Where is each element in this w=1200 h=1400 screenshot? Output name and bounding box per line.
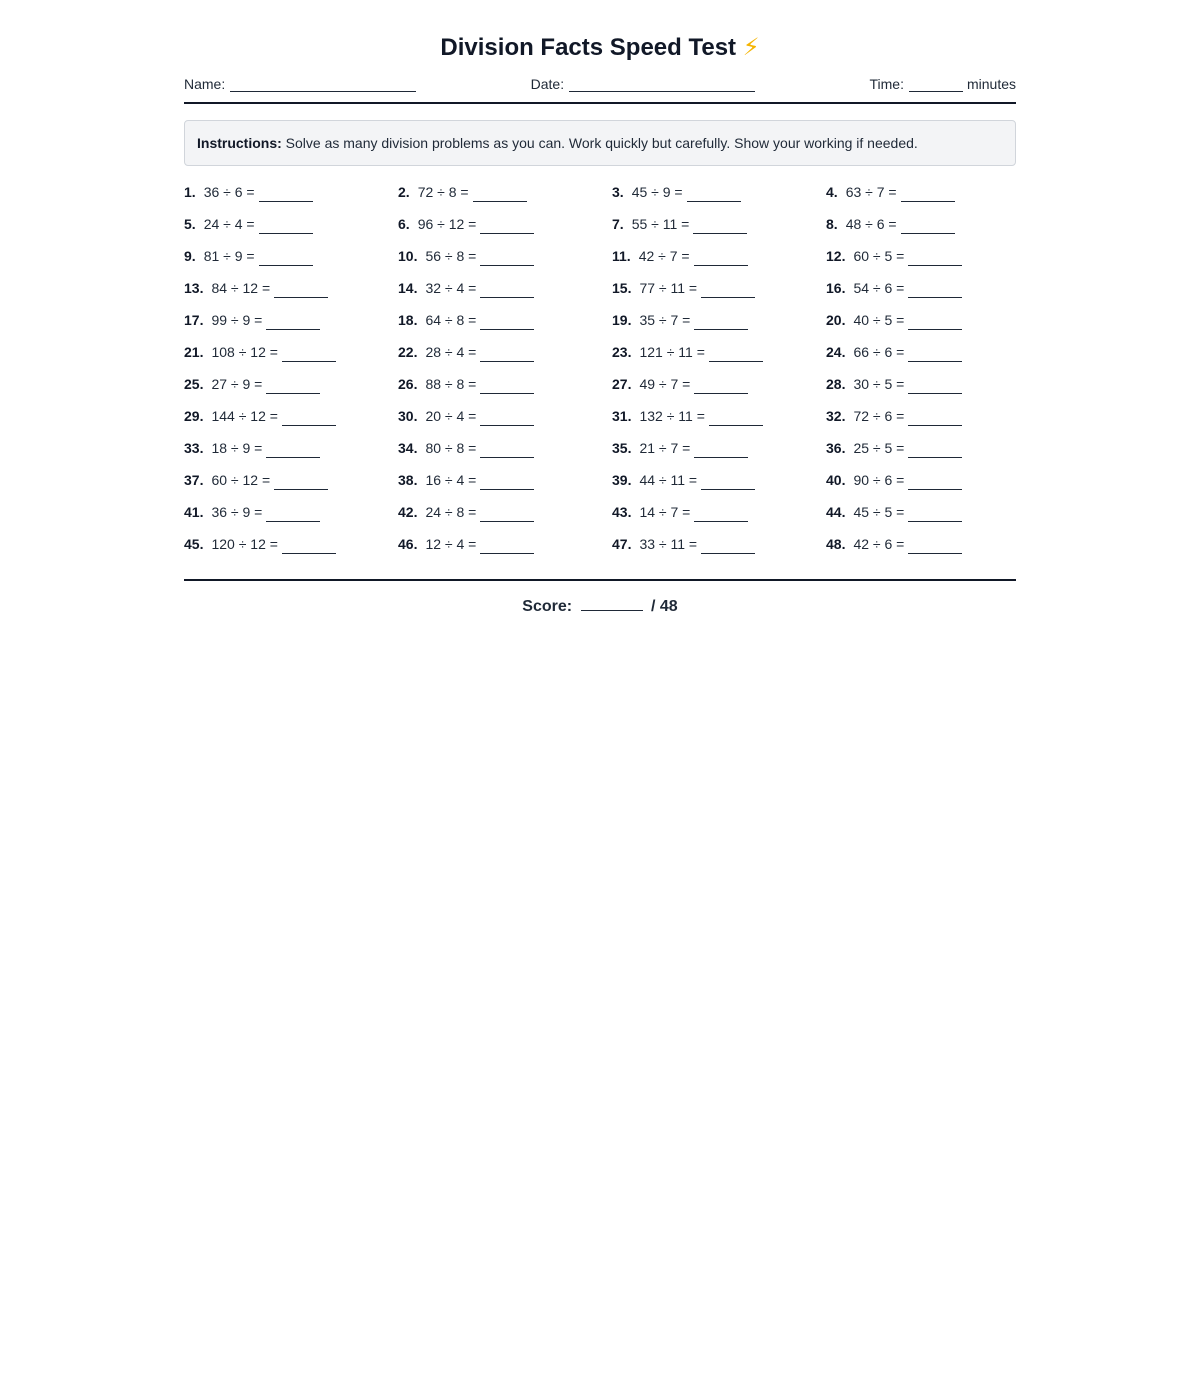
problem-number: 33.: [184, 440, 204, 456]
problem-number: 5.: [184, 216, 196, 232]
answer-blank[interactable]: [908, 251, 962, 266]
answer-blank[interactable]: [908, 443, 962, 458]
answer-blank[interactable]: [908, 379, 962, 394]
answer-blank[interactable]: [908, 347, 962, 362]
date-field: [531, 76, 755, 92]
problem-expression: 72 ÷ 8 =: [417, 184, 469, 200]
problem-expression: 21 ÷ 7 =: [639, 440, 691, 456]
problem-item: [826, 183, 1016, 202]
problem-expression: 33 ÷ 11 =: [639, 536, 698, 552]
lightning-icon: ⚡: [742, 34, 760, 61]
answer-blank[interactable]: [266, 507, 320, 522]
problem-expression: 40 ÷ 5 =: [853, 312, 905, 328]
instructions-label: Instructions:: [197, 135, 282, 151]
problem-number: 15.: [612, 280, 632, 296]
problem-number: 25.: [184, 376, 204, 392]
answer-blank[interactable]: [709, 411, 763, 426]
problem-item: [398, 439, 612, 458]
problem-number: 13.: [184, 280, 204, 296]
problem-number: 40.: [826, 472, 846, 488]
problem-item: [612, 503, 826, 522]
problem-item: [612, 343, 826, 362]
problem-item: [612, 375, 826, 394]
answer-blank[interactable]: [693, 219, 747, 234]
problem-item: [398, 343, 612, 362]
answer-blank[interactable]: [282, 539, 336, 554]
problem-expression: 90 ÷ 6 =: [853, 472, 905, 488]
problem-number: 47.: [612, 536, 632, 552]
problem-expression: 24 ÷ 8 =: [425, 504, 477, 520]
answer-blank[interactable]: [480, 443, 534, 458]
worksheet-page: [184, 0, 1016, 616]
problem-number: 38.: [398, 472, 418, 488]
problem-item: [184, 183, 398, 202]
problem-expression: 55 ÷ 11 =: [631, 216, 690, 232]
problem-item: [826, 471, 1016, 490]
answer-blank[interactable]: [266, 315, 320, 330]
problem-item: [184, 503, 398, 522]
problem-number: 46.: [398, 536, 418, 552]
problem-item: [826, 375, 1016, 394]
answer-blank[interactable]: [480, 315, 534, 330]
problem-expression: 36 ÷ 6 =: [203, 184, 255, 200]
problem-expression: 14 ÷ 7 =: [639, 504, 691, 520]
page-title: [184, 32, 1016, 64]
answer-blank[interactable]: [694, 443, 748, 458]
answer-blank[interactable]: [709, 347, 763, 362]
answer-blank[interactable]: [908, 475, 962, 490]
problem-item: [184, 247, 398, 266]
problem-number: 23.: [612, 344, 632, 360]
answer-blank[interactable]: [259, 219, 313, 234]
answer-blank[interactable]: [694, 379, 748, 394]
problem-expression: 18 ÷ 9 =: [211, 440, 263, 456]
problem-item: [398, 247, 612, 266]
problem-number: 45.: [184, 536, 204, 552]
problem-number: 16.: [826, 280, 846, 296]
score-total: / 48: [651, 598, 678, 615]
problem-item: [612, 407, 826, 426]
answer-blank[interactable]: [473, 187, 527, 202]
problem-item: [612, 439, 826, 458]
time-unit: minutes: [966, 76, 1016, 92]
problem-expression: 64 ÷ 8 =: [425, 312, 477, 328]
problem-item: [826, 439, 1016, 458]
problem-number: 8.: [826, 216, 838, 232]
problem-item: [826, 407, 1016, 426]
problem-item: [398, 183, 612, 202]
problem-expression: 81 ÷ 9 =: [203, 248, 255, 264]
problem-number: 48.: [826, 536, 846, 552]
answer-blank[interactable]: [901, 219, 955, 234]
problem-item: [826, 311, 1016, 330]
problem-item: [398, 215, 612, 234]
answer-blank[interactable]: [266, 443, 320, 458]
problem-item: [184, 439, 398, 458]
problem-expression: 16 ÷ 4 =: [425, 472, 477, 488]
problem-expression: 44 ÷ 11 =: [639, 472, 698, 488]
problem-expression: 63 ÷ 7 =: [845, 184, 897, 200]
problem-item: [184, 343, 398, 362]
name-field: [184, 76, 416, 92]
problem-number: 11.: [612, 248, 631, 264]
problem-item: [612, 279, 826, 298]
answer-blank[interactable]: [480, 539, 534, 554]
answer-blank[interactable]: [694, 251, 748, 266]
answer-blank[interactable]: [908, 539, 962, 554]
answer-blank[interactable]: [259, 251, 313, 266]
problem-expression: 84 ÷ 12 =: [211, 280, 271, 296]
problem-expression: 45 ÷ 9 =: [631, 184, 683, 200]
problem-number: 1.: [184, 184, 196, 200]
problem-expression: 28 ÷ 4 =: [425, 344, 477, 360]
student-info-row: [184, 76, 1016, 104]
problem-expression: 132 ÷ 11 =: [639, 408, 705, 424]
problem-item: [612, 247, 826, 266]
problem-expression: 36 ÷ 9 =: [211, 504, 263, 520]
problem-number: 43.: [612, 504, 632, 520]
time-field: [869, 76, 1016, 92]
problem-number: 4.: [826, 184, 838, 200]
problem-number: 39.: [612, 472, 632, 488]
answer-blank[interactable]: [274, 475, 328, 490]
problem-expression: 56 ÷ 8 =: [425, 248, 477, 264]
problem-expression: 24 ÷ 4 =: [203, 216, 255, 232]
date-label: Date:: [530, 76, 565, 92]
problem-number: 44.: [826, 504, 846, 520]
score-label: Score:: [522, 598, 573, 615]
name-label: Name:: [184, 76, 226, 92]
problem-number: 26.: [398, 376, 418, 392]
problem-number: 24.: [826, 344, 846, 360]
answer-blank[interactable]: [701, 475, 755, 490]
score-footer: [184, 579, 1016, 616]
problem-expression: 25 ÷ 5 =: [853, 440, 905, 456]
problem-number: 41.: [184, 504, 204, 520]
problem-expression: 60 ÷ 12 =: [211, 472, 271, 488]
problem-expression: 120 ÷ 12 =: [211, 536, 278, 552]
problem-expression: 32 ÷ 4 =: [425, 280, 477, 296]
problem-expression: 12 ÷ 4 =: [425, 536, 477, 552]
problem-expression: 42 ÷ 6 =: [853, 536, 905, 552]
answer-blank[interactable]: [480, 411, 534, 426]
problem-number: 6.: [398, 216, 410, 232]
problem-number: 29.: [184, 408, 204, 424]
problem-item: [826, 503, 1016, 522]
problem-number: 42.: [398, 504, 418, 520]
date-blank[interactable]: [569, 76, 755, 92]
problem-number: 35.: [612, 440, 632, 456]
problem-expression: 72 ÷ 6 =: [853, 408, 905, 424]
answer-blank[interactable]: [687, 187, 741, 202]
problem-number: 31.: [612, 408, 632, 424]
problem-expression: 20 ÷ 4 =: [425, 408, 477, 424]
answer-blank[interactable]: [480, 283, 534, 298]
problem-number: 19.: [612, 312, 632, 328]
score-blank[interactable]: [581, 596, 643, 611]
answer-blank[interactable]: [694, 507, 748, 522]
answer-blank[interactable]: [480, 219, 534, 234]
problem-expression: 54 ÷ 6 =: [853, 280, 905, 296]
problem-number: 28.: [826, 376, 846, 392]
answer-blank[interactable]: [908, 283, 962, 298]
problem-item: [612, 215, 826, 234]
problem-expression: 121 ÷ 11 =: [639, 344, 705, 360]
problem-expression: 96 ÷ 12 =: [417, 216, 477, 232]
problem-number: 22.: [398, 344, 418, 360]
problem-number: 2.: [398, 184, 410, 200]
instructions-box: [184, 120, 1016, 166]
title-text: Division Facts Speed Test: [440, 34, 737, 61]
problem-expression: 35 ÷ 7 =: [639, 312, 691, 328]
problem-expression: 66 ÷ 6 =: [853, 344, 905, 360]
name-blank[interactable]: [230, 76, 416, 92]
problem-number: 12.: [826, 248, 846, 264]
answer-blank[interactable]: [480, 379, 534, 394]
answer-blank[interactable]: [480, 347, 534, 362]
problem-expression: 77 ÷ 11 =: [639, 280, 698, 296]
problem-expression: 144 ÷ 12 =: [211, 408, 278, 424]
problem-item: [398, 535, 612, 554]
answer-blank[interactable]: [908, 411, 962, 426]
problem-item: [826, 535, 1016, 554]
problem-item: [612, 183, 826, 202]
answer-blank[interactable]: [282, 411, 336, 426]
problem-number: 30.: [398, 408, 418, 424]
problem-item: [612, 471, 826, 490]
problem-expression: 27 ÷ 9 =: [211, 376, 263, 392]
answer-blank[interactable]: [701, 539, 755, 554]
problem-item: [184, 279, 398, 298]
problem-expression: 48 ÷ 6 =: [845, 216, 897, 232]
problem-item: [184, 311, 398, 330]
time-blank[interactable]: [909, 76, 963, 92]
problem-number: 7.: [612, 216, 624, 232]
problem-number: 3.: [612, 184, 624, 200]
answer-blank[interactable]: [694, 315, 748, 330]
problem-number: 10.: [398, 248, 418, 264]
problem-expression: 49 ÷ 7 =: [639, 376, 691, 392]
problem-item: [826, 247, 1016, 266]
problem-item: [184, 407, 398, 426]
problem-item: [398, 311, 612, 330]
answer-blank[interactable]: [901, 187, 955, 202]
time-label: Time:: [869, 76, 904, 92]
problem-item: [826, 343, 1016, 362]
problem-item: [612, 311, 826, 330]
instructions-text: Solve as many division problems as you can. Work quickly but carefully. Show your working if needed.: [285, 135, 918, 151]
problem-grid: [184, 183, 1016, 554]
problem-number: 9.: [184, 248, 196, 264]
problem-item: [398, 375, 612, 394]
answer-blank[interactable]: [908, 507, 962, 522]
problem-expression: 60 ÷ 5 =: [853, 248, 905, 264]
answer-blank[interactable]: [701, 283, 755, 298]
problem-expression: 42 ÷ 7 =: [638, 248, 690, 264]
problem-expression: 45 ÷ 5 =: [853, 504, 905, 520]
problem-item: [398, 503, 612, 522]
answer-blank[interactable]: [908, 315, 962, 330]
answer-blank[interactable]: [259, 187, 313, 202]
problem-item: [398, 407, 612, 426]
problem-number: 14.: [398, 280, 418, 296]
answer-blank[interactable]: [274, 283, 328, 298]
problem-number: 21.: [184, 344, 204, 360]
problem-expression: 108 ÷ 12 =: [211, 344, 278, 360]
problem-item: [398, 279, 612, 298]
problem-expression: 88 ÷ 8 =: [425, 376, 477, 392]
problem-item: [612, 535, 826, 554]
problem-number: 27.: [612, 376, 632, 392]
problem-item: [184, 215, 398, 234]
problem-item: [184, 471, 398, 490]
answer-blank[interactable]: [266, 379, 320, 394]
answer-blank[interactable]: [480, 251, 534, 266]
problem-number: 36.: [826, 440, 846, 456]
problem-item: [184, 375, 398, 394]
problem-expression: 99 ÷ 9 =: [211, 312, 263, 328]
problem-number: 32.: [826, 408, 846, 424]
problem-item: [398, 471, 612, 490]
problem-number: 37.: [184, 472, 204, 488]
problem-item: [826, 279, 1016, 298]
answer-blank[interactable]: [282, 347, 336, 362]
answer-blank[interactable]: [480, 507, 534, 522]
problem-item: [826, 215, 1016, 234]
answer-blank[interactable]: [480, 475, 534, 490]
problem-number: 20.: [826, 312, 846, 328]
problem-expression: 30 ÷ 5 =: [853, 376, 905, 392]
problem-number: 18.: [398, 312, 418, 328]
problem-number: 17.: [184, 312, 204, 328]
problem-item: [184, 535, 398, 554]
problem-expression: 80 ÷ 8 =: [425, 440, 477, 456]
problem-number: 34.: [398, 440, 418, 456]
